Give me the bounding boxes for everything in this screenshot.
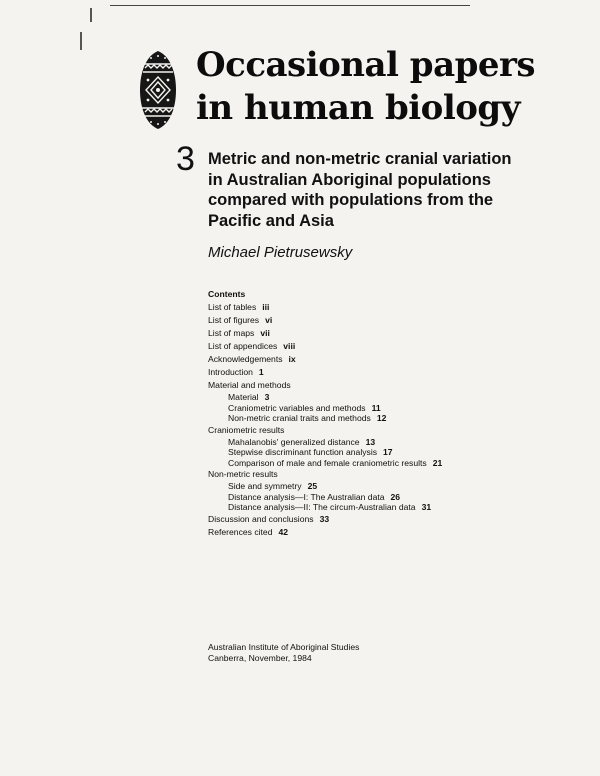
entry-page: ix [288,354,296,364]
contents-entry [208,327,508,340]
contents-subentry [208,492,508,503]
entry-page: 31 [421,502,432,512]
contents-entry [208,340,508,353]
series-number: 3 [176,140,195,178]
contents-subentry [208,481,508,492]
entry-page: vii [260,328,270,338]
entry-text: Comparison of male and female craniometric results [228,457,427,468]
contents-entry [208,526,508,539]
contents-subentry [208,392,508,403]
entry-text: List of maps [208,328,255,338]
entry-text: Mahalanobis' generalized distance [228,436,360,447]
entry-text: Material [228,392,259,402]
entry-page: 21 [432,457,443,468]
entry-page: 25 [307,481,318,491]
entry-page: vi [265,315,273,325]
contents-subentry [208,403,508,414]
series-title-line: in human biology [196,88,520,128]
entry-text: Acknowledgements [208,354,283,364]
entry-page: 12 [376,413,387,423]
publication-place-date: Canberra, November, 1984 [208,653,312,663]
entry-text: Material and methods [208,380,291,390]
contents-subentry [208,502,508,513]
entry-text: Non-metric cranial traits and methods [228,413,371,423]
contents-subentry [208,437,508,448]
entry-text: List of tables [208,302,257,312]
work-title [208,149,512,231]
contents-entry [208,353,508,366]
scan-artifact-line [110,5,470,6]
entry-page: 26 [390,491,401,502]
contents-entry [208,314,508,327]
series-title-line: Occasional papers [196,45,536,85]
entry-page: 11 [371,402,381,413]
entry-text: Introduction [208,367,253,377]
entry-page: iii [262,302,270,312]
work-title-line: Metric and non-metric cranial variation [208,150,512,168]
entry-page: 33 [319,513,330,524]
contents-entry [208,468,508,481]
entry-text: References cited [208,526,273,537]
contents-entry [208,424,508,437]
table-of-contents [208,288,508,539]
publisher-name: Australian Institute of Aboriginal Studies [208,642,360,652]
entry-text: Side and symmetry [228,481,302,491]
entry-page: 13 [365,436,376,447]
entry-page: viii [283,341,296,351]
series-title [196,44,535,130]
contents-subentry [208,458,508,469]
contents-entry [208,513,508,526]
entry-text: Craniometric results [208,424,285,435]
entry-text: Discussion and conclusions [208,513,314,524]
entry-page: 1 [258,367,264,377]
entry-text: Distance analysis—I: The Australian data [228,491,385,502]
contents-entry [208,366,508,379]
aboriginal-shield-logo-icon [139,50,177,130]
contents-entry [208,301,508,314]
entry-page: 42 [278,526,289,537]
entry-text: Craniometric variables and methods [228,402,366,413]
work-title-line: Pacific and Asia [208,211,334,230]
contents-subentry [208,413,508,424]
entry-text: Non-metric results [208,469,278,479]
publisher-imprint [208,642,359,664]
work-title-line: compared with populations from the [208,191,494,209]
work-title-line: in Australian Aboriginal populations [208,170,491,189]
entry-page: 3 [264,392,270,402]
author-name: Michael Pietrusewsky [208,244,353,261]
entry-text: List of appendices [208,341,278,351]
entry-text: Distance analysis—II: The circum-Australian data [228,502,416,512]
entry-text: List of figures [208,315,260,325]
margin-mark [80,32,82,50]
contents-entry [208,379,508,392]
contents-heading: Contents [208,289,246,299]
contents-subentry [208,447,508,458]
entry-text: Stepwise discriminant function analysis [228,447,378,457]
margin-mark [90,8,92,22]
entry-page: 17 [383,447,393,457]
